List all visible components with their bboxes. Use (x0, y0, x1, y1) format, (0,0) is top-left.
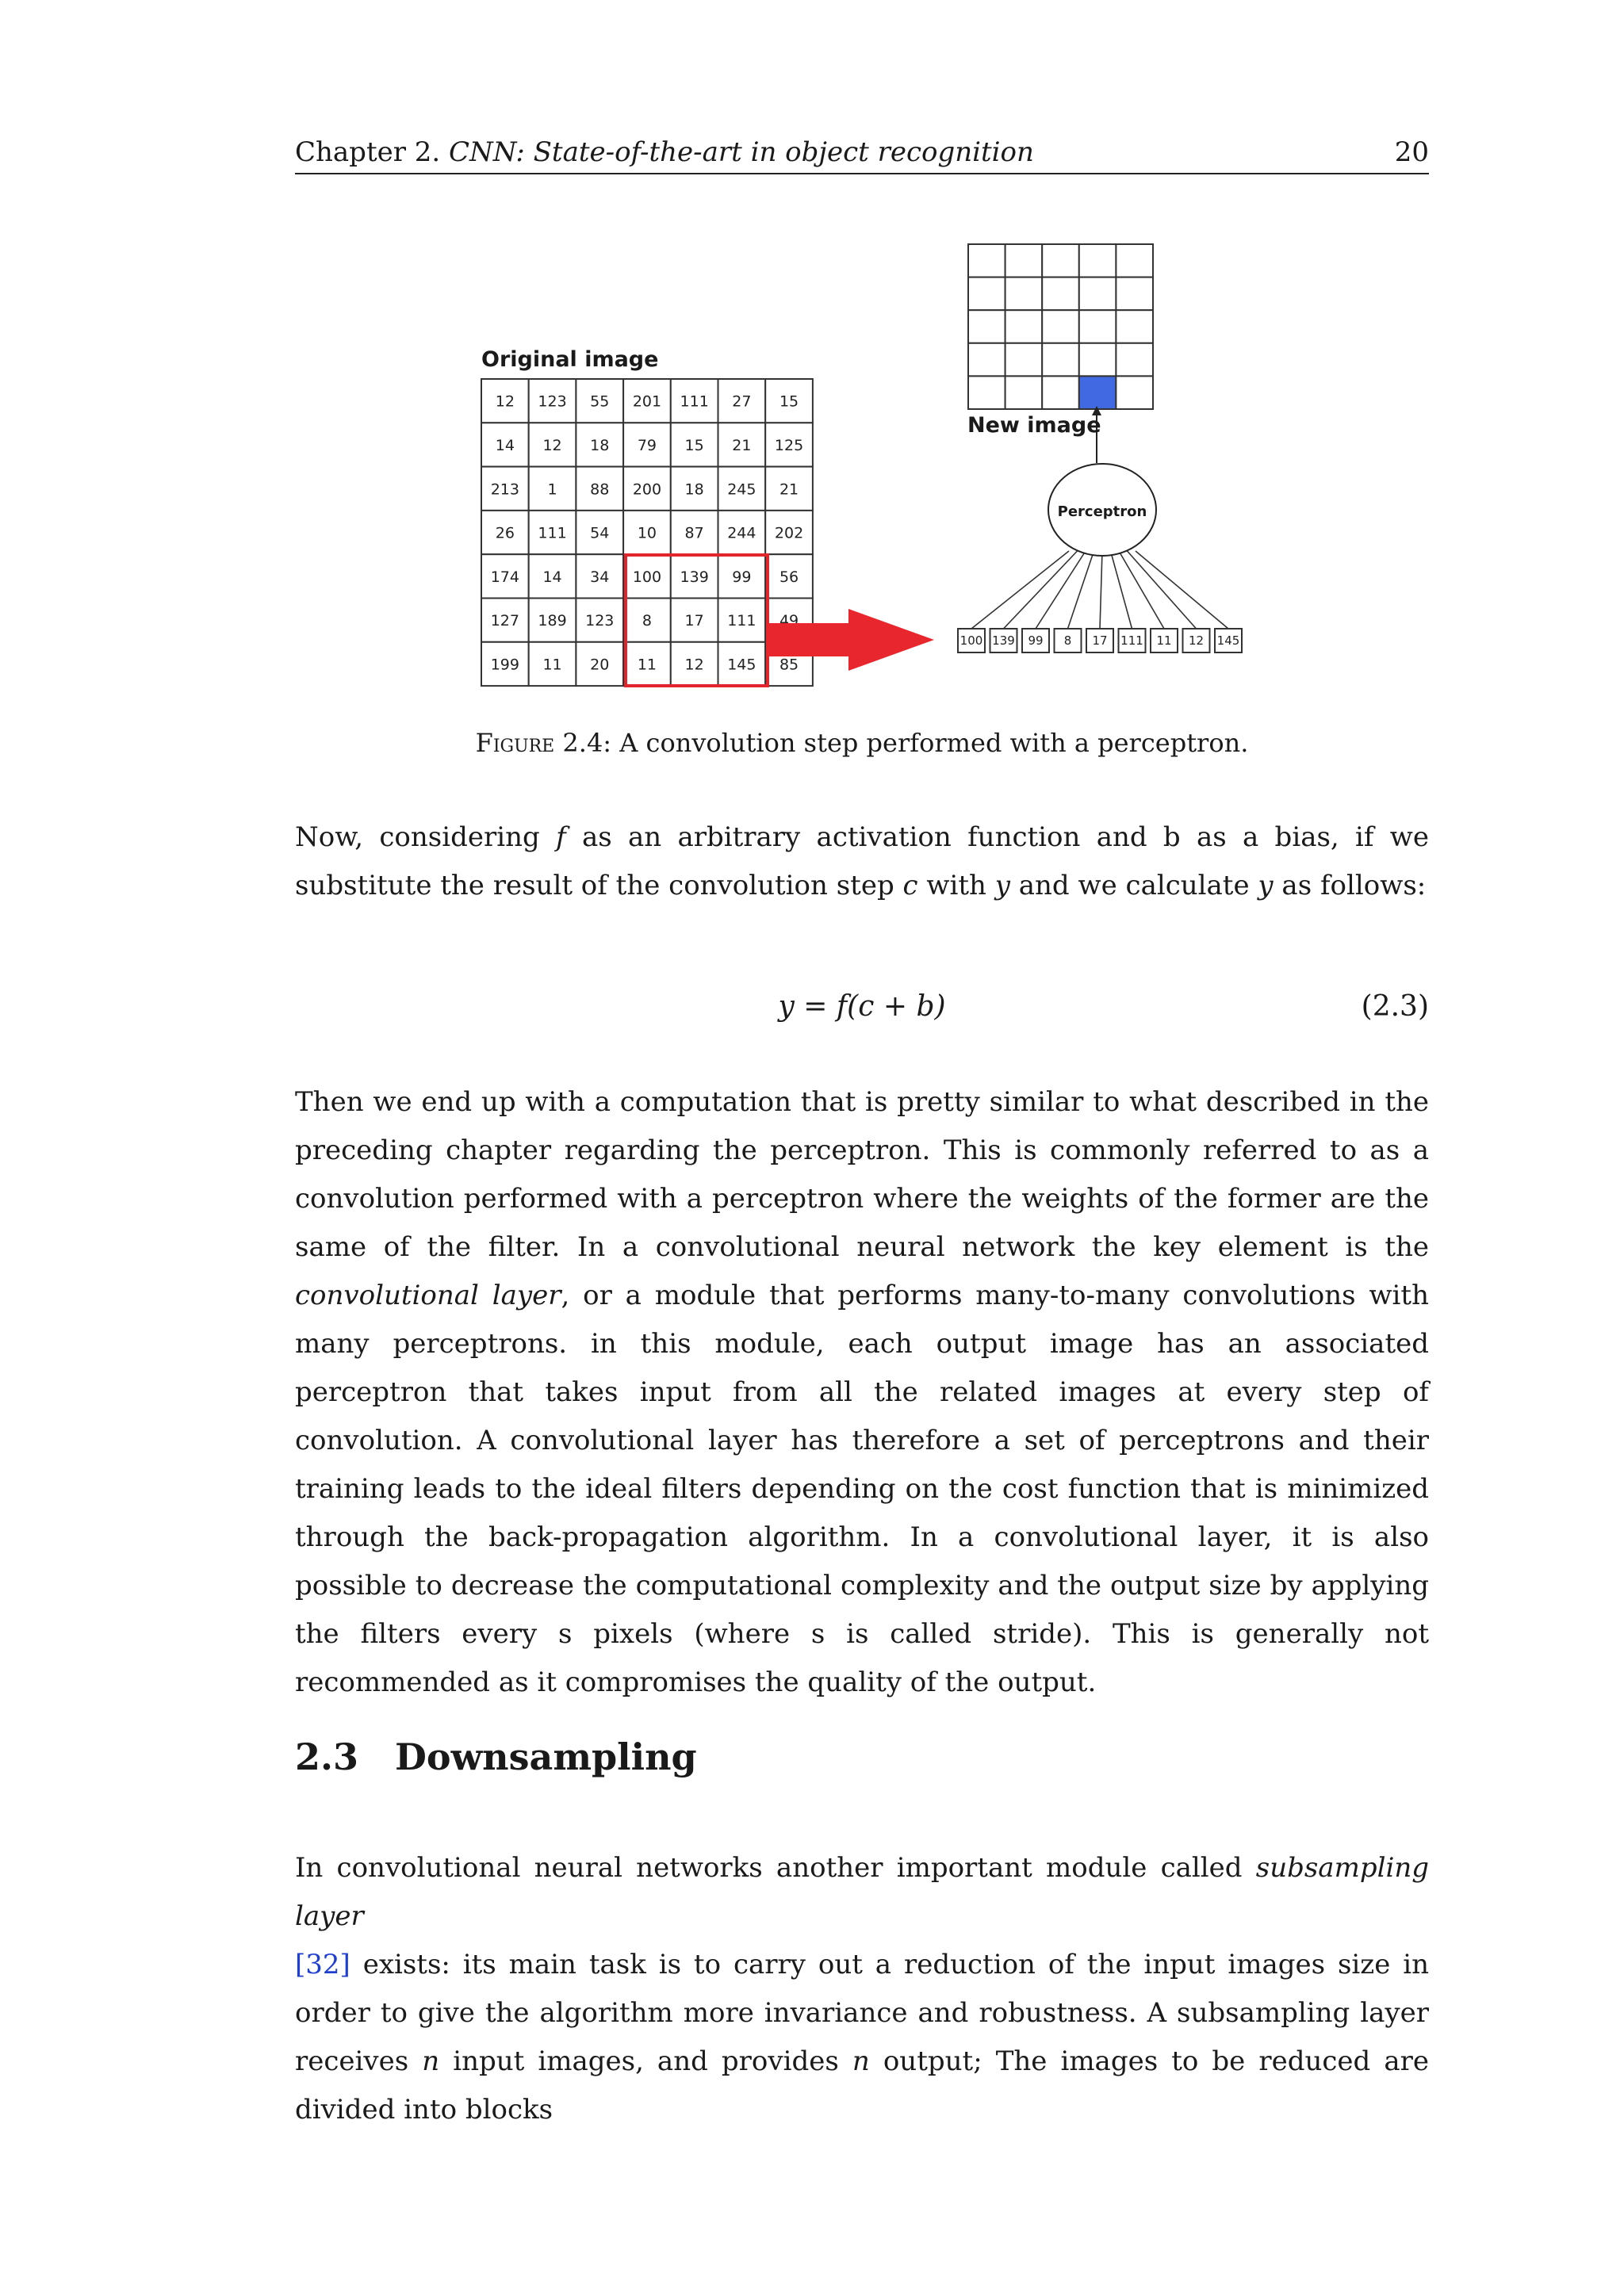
grid-cell-value: 99 (732, 568, 752, 586)
grid-cell-value: 244 (727, 524, 756, 542)
new-image-cell (1116, 244, 1153, 277)
new-image-cell (1005, 310, 1043, 343)
grid-cell-value: 15 (779, 392, 799, 411)
connection-line (1128, 551, 1197, 629)
grid-cell-value: 79 (637, 436, 657, 454)
citation-link[interactable]: [32] (295, 1949, 350, 1980)
connection-line (1100, 551, 1102, 629)
grid-cell-value: 11 (542, 656, 562, 674)
grid-cell-value: 11 (637, 656, 657, 674)
caption-text: A convolution step performed with a perceptron. (619, 728, 1249, 758)
new-image-cell (1042, 310, 1079, 343)
grid-cell-value: 125 (774, 436, 804, 454)
connection-line (1068, 551, 1094, 629)
grid-cell-value: 18 (590, 436, 610, 454)
grid-cell-value: 111 (680, 392, 709, 411)
paragraph-intro: Now, considering f as an arbitrary activation function and b as a bias, if we substitute the result of the convolution step c with y and we calculate y as follows: (295, 821, 1429, 901)
paragraph-convolutional-layer: Then we end up with a computation that is pretty similar to what described in the preceding chapter regarding the perceptron. This is commonly referred to as a convolution performed with a perceptron where the weights of the former are the same of the filter. In a convolutional neural network the key element is the convolutional layer, or a module that performs many-to-many convolutions with many perceptrons. in this module, each output image has an associated perceptron that takes input from all the related images at every step of convolution. A convolutional layer has therefore a set of perceptrons and their training leads to the ideal filters depending on the cost function that is minimized through the back-propagation algorithm. In a convolutional layer, it is also possible to decrease the computational complexity and the output size by applying the filters every s pixels (where s is called stride). This is generally not recommended as it compromises the quality of the output. (295, 1086, 1429, 1698)
chapter-title: CNN: State-of-the-art in object recognition (449, 136, 1034, 168)
grid-cell-value: 55 (590, 392, 610, 411)
grid-cell-value: 123 (538, 392, 567, 411)
grid-cell-value: 18 (684, 480, 704, 499)
vector-value: 99 (1028, 633, 1044, 648)
new-image-cell (1116, 376, 1153, 409)
grid-cell-value: 15 (684, 436, 704, 454)
grid-cell-value: 8 (642, 612, 652, 630)
grid-cell-value: 49 (779, 612, 799, 630)
connection-line (1136, 551, 1228, 629)
grid-cell-value: 21 (779, 480, 799, 499)
vector-value: 17 (1092, 633, 1108, 648)
grid-cell-value: 12 (542, 436, 562, 454)
connection-line (1036, 551, 1086, 629)
grid-cell-value: 123 (585, 612, 615, 630)
grid-cell-value: 145 (727, 656, 756, 674)
new-image-cell (1005, 244, 1043, 277)
grid-cell-value: 111 (727, 612, 756, 630)
grid-cell-value: 85 (779, 656, 799, 674)
grid-cell-value: 1 (547, 480, 557, 499)
vector-value: 111 (1120, 633, 1143, 648)
connection-line (1111, 551, 1132, 629)
new-image-cell (968, 277, 1005, 311)
input-vector (958, 629, 1242, 652)
grid-cell-value: 10 (637, 524, 657, 542)
section-title: Downsampling (395, 1735, 697, 1778)
vector-value: 8 (1063, 633, 1072, 648)
equation-number: (2.3) (1361, 990, 1429, 1023)
grid-cell-value: 200 (632, 480, 662, 499)
grid-cell-value: 26 (495, 524, 515, 542)
new-image-cell (1005, 343, 1043, 377)
new-image-cell (1116, 310, 1153, 343)
grid-cell-value: 88 (590, 480, 610, 499)
vector-value: 11 (1156, 633, 1172, 648)
section-heading-downsampling (295, 1733, 697, 1781)
new-image-grid (968, 244, 1153, 409)
grid-cell-value: 213 (490, 480, 519, 499)
grid-cell-value: 87 (684, 524, 704, 542)
equation-2-3 (295, 983, 1429, 1031)
perceptron-label: Perceptron (1057, 503, 1147, 520)
grid-cell-value: 111 (538, 524, 567, 542)
grid-cell-value: 127 (490, 612, 519, 630)
chapter-heading: Chapter 2. CNN: State-of-the-art in object recognition (295, 136, 1034, 168)
new-image-label: New image (967, 413, 1101, 438)
new-image-cell (968, 343, 1005, 377)
grid-cell-value: 14 (542, 568, 562, 586)
grid-cell-value: 54 (590, 524, 610, 542)
new-image-cell (1005, 376, 1043, 409)
grid-cell-value: 14 (495, 436, 515, 454)
grid-cell-value: 12 (495, 392, 515, 411)
new-image-cell (1042, 244, 1079, 277)
connection-line (1119, 551, 1164, 629)
grid-cell-value: 199 (490, 656, 519, 674)
original-image-label: Original image (481, 347, 659, 372)
grid-cell-value: 139 (680, 568, 709, 586)
new-image-cell (1042, 277, 1079, 311)
page-number: 20 (1394, 136, 1429, 168)
new-image-cell (968, 310, 1005, 343)
vector-value: 100 (959, 633, 983, 648)
new-image-cell (1042, 343, 1079, 377)
grid-cell-value: 202 (774, 524, 804, 542)
connection-line (971, 551, 1069, 629)
vector-value: 139 (992, 633, 1015, 648)
grid-cell-value: 27 (732, 392, 752, 411)
new-image-cell (1005, 277, 1043, 311)
grid-cell-value: 189 (538, 612, 567, 630)
figure-convolution (0, 0, 1624, 793)
new-image-cell (968, 244, 1005, 277)
grid-cell-value: 12 (684, 656, 704, 674)
section-number: 2.3 (295, 1735, 359, 1778)
new-image-cell (1079, 310, 1116, 343)
grid-cell-value: 201 (632, 392, 662, 411)
connection-line (1004, 551, 1078, 629)
new-image-cell (1079, 343, 1116, 377)
original-image-grid (481, 379, 813, 686)
caption-prefix: Figure 2.4: (475, 728, 612, 758)
vector-value: 145 (1216, 633, 1240, 648)
new-image-cell (1116, 277, 1153, 311)
grid-cell-value: 174 (490, 568, 519, 586)
figure-caption (295, 723, 1429, 763)
grid-cell-value: 20 (590, 656, 610, 674)
grid-cell-value: 17 (684, 612, 704, 630)
vector-value: 12 (1188, 633, 1205, 648)
new-image-cell (1079, 244, 1116, 277)
new-image-cell (1042, 376, 1079, 409)
new-image-cell (1116, 343, 1153, 377)
new-image-output-cell (1079, 376, 1116, 409)
grid-cell-value: 100 (632, 568, 662, 586)
perceptron-connections (971, 551, 1228, 629)
new-image-cell (968, 376, 1005, 409)
paragraph-subsampling: In convolutional neural networks another important module called subsampling layer [32] exists: its main task is to carry out a reduction of the input images size in order to give the algorithm more invariance and robustness. A subsampling layer receives n input images, and provides n output; The images to be reduced are divided into blocks (295, 1852, 1429, 2126)
grid-cell-value: 56 (779, 568, 799, 586)
grid-cell-value: 245 (727, 480, 756, 499)
equation-formula: y = f(c + b) (778, 990, 946, 1023)
grid-cell-value: 21 (732, 436, 752, 454)
new-image-cell (1079, 277, 1116, 311)
grid-cell-value: 34 (590, 568, 610, 586)
